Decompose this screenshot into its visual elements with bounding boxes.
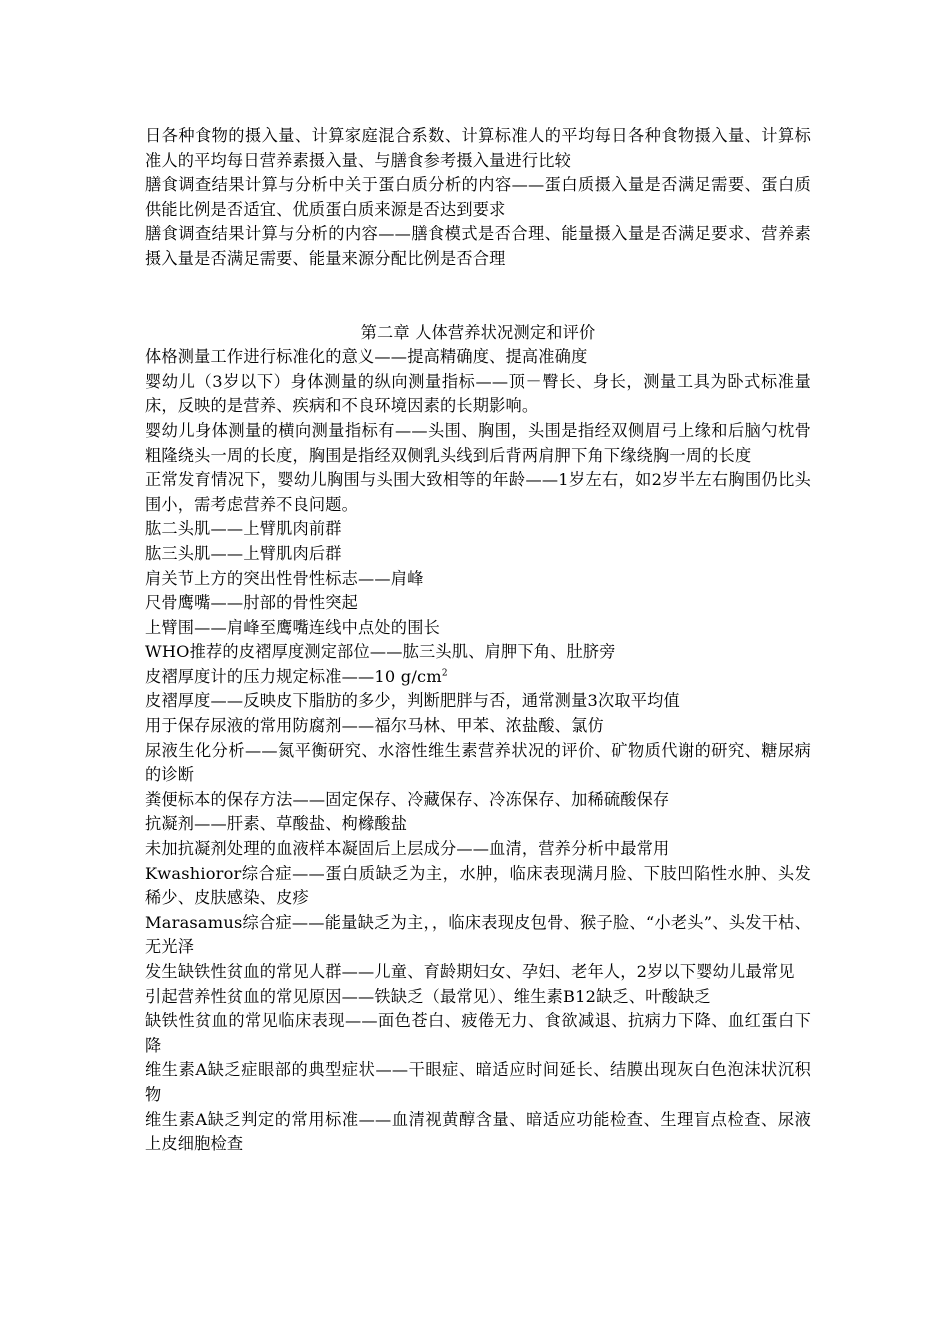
paragraph: 膳食调查结果计算与分析的内容——膳食模式是否合理、能量摄入量是否满足要求、营养素摄入量是否满足需要、能量来源分配比例是否合理 [145,224,811,268]
paragraph: WHO推荐的皮褶厚度测定部位——肱三头肌、肩胛下角、肚脐旁 [145,642,616,662]
intro-section [145,124,811,272]
chapter-title: 第二章 人体营养状况测定和评价 [360,322,596,342]
paragraph: 婴幼儿（3岁以下）身体测量的纵向测量指标——顶－臀长、身长，测量工具为卧式标准量床，反映的是营养、疾病和不良环境因素的长期影响。 [145,371,811,416]
paragraph: 维生素A缺乏判定的常用标准——血清视黄醇含量、暗适应功能检查、生理盲点检查、尿液上皮细胞检查 [145,1109,811,1154]
paragraph: 膳食调查结果计算与分析中关于蛋白质分析的内容——蛋白质摄入量是否满足需要、蛋白质供能比例是否适宜、优质蛋白质来源是否达到要求 [145,175,811,219]
chapter-body-continued [145,689,811,1156]
document-page [145,124,811,1157]
paragraph: 肱三头肌——上臂肌肉后群 [145,543,342,563]
paragraph: 日各种食物的摄入量、计算家庭混合系数、计算标准人的平均每日各种食物摄入量、计算标准人的平均每日营养素摄入量、与膳食参考摄入量进行比较 [145,126,811,170]
pressure-unit-exponent: 2 [441,668,448,679]
paragraph: 上臂围——肩峰至鹰嘴连线中点处的围长 [145,617,440,637]
paragraph: 正常发育情况下，婴幼儿胸围与头围大致相等的年龄——1岁左右，如2岁半左右胸围仍比头围小，需考虑营养不良问题。 [145,470,811,514]
paragraph: 婴幼儿身体测量的横向测量指标有——头围、胸围，头围是指经双侧眉弓上缘和后脑勺枕骨粗隆绕头一周的长度，胸围是指经双侧乳头线到后背两肩胛下角下缘绕胸一周的长度 [145,420,811,465]
paragraph: 未加抗凝剂处理的血液样本凝固后上层成分——血清，营养分析中最常用 [145,839,670,859]
paragraph: 用于保存尿液的常用防腐剂——福尔马林、甲苯、浓盐酸、氯仿 [145,716,604,736]
section-gap [145,272,811,321]
paragraph: Marasamus综合症——能量缺乏为主，，临床表现皮包骨、猴子脸、“小老头”、头发干枯、无光泽 [145,912,811,957]
paragraph: 体格测量工作进行标准化的意义——提高精确度、提高准确度 [145,347,588,367]
paragraph: 抗凝剂——肝素、草酸盐、枸橼酸盐 [145,814,408,834]
paragraph: 皮褶厚度——反映皮下脂肪的多少，判断肥胖与否，通常测量3次取平均值 [145,691,680,711]
pressure-standard-line [145,665,811,690]
paragraph: 尿液生化分析——氮平衡研究、水溶性维生素营养状况的评价、矿物质代谢的研究、糖尿病的诊断 [145,740,811,785]
paragraph: 肱二头肌——上臂肌肉前群 [145,519,342,539]
paragraph: 缺铁性贫血的常见临床表现——面色苍白、疲倦无力、食欲减退、抗病力下降、血红蛋白下降 [145,1011,811,1055]
paragraph: 引起营养性贫血的常见原因——铁缺乏（最常见）、维生素B12缺乏、叶酸缺乏 [145,986,711,1006]
paragraph: Kwashioror综合症——蛋白质缺乏为主，水肿，临床表现满月脸、下肢凹陷性水肿、头发稀少、皮肤感染、皮疹 [145,863,811,908]
paragraph: 肩关节上方的突出性骨性标志——肩峰 [145,568,424,588]
pressure-standard-text: 皮褶厚度计的压力规定标准——10 g/cm [145,666,442,686]
chapter-body [145,345,811,665]
paragraph: 维生素A缺乏症眼部的典型症状——干眼症、暗适应时间延长、结膜出现灰白色泡沫状沉积物 [145,1060,811,1104]
paragraph: 尺骨鹰嘴——肘部的骨性突起 [145,593,359,613]
paragraph: 粪便标本的保存方法——固定保存、冷藏保存、冷冻保存、加稀硫酸保存 [145,789,670,809]
paragraph: 发生缺铁性贫血的常见人群——儿童、育龄期妇女、孕妇、老年人，2岁以下婴幼儿最常见 [145,962,795,981]
